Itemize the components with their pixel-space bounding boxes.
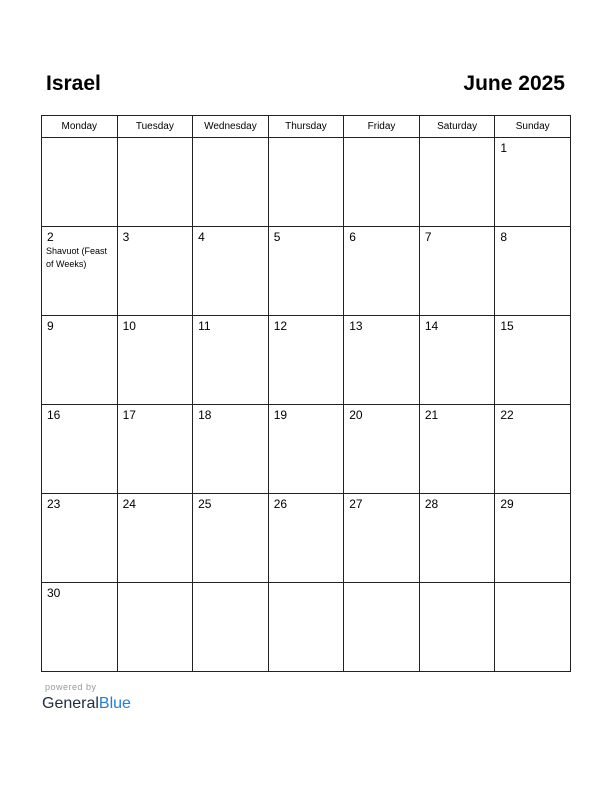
day-cell	[193, 494, 269, 583]
day-cell	[193, 316, 269, 405]
day-number: 22	[500, 408, 514, 422]
day-cell	[419, 494, 495, 583]
weekday-header: Friday	[344, 116, 420, 138]
weekday-header: Tuesday	[117, 116, 193, 138]
calendar-grid	[41, 115, 571, 672]
day-cell	[495, 138, 571, 227]
day-cell	[42, 227, 118, 316]
day-cell	[419, 583, 495, 672]
week-row	[42, 494, 571, 583]
day-cell	[344, 494, 420, 583]
day-number: 18	[198, 408, 212, 422]
day-cell	[419, 138, 495, 227]
weekday-header: Saturday	[419, 116, 495, 138]
day-number: 3	[122, 230, 130, 244]
day-number: 1	[500, 141, 508, 155]
day-number: 26	[273, 497, 288, 511]
day-number: 20	[349, 408, 363, 422]
day-number: 23	[47, 497, 61, 511]
day-number: 11	[198, 319, 211, 333]
week-row	[42, 227, 571, 316]
week-row	[42, 405, 571, 494]
day-cell	[42, 316, 118, 405]
day-cell	[495, 494, 571, 583]
day-number: 21	[424, 408, 439, 422]
day-cell	[42, 494, 118, 583]
day-cell	[117, 316, 193, 405]
day-number: 28	[424, 497, 439, 511]
day-number: 2	[47, 230, 54, 244]
day-cell	[268, 583, 344, 672]
day-number: 10	[122, 319, 136, 333]
day-number: 5	[273, 230, 281, 244]
month-title: June 2025	[463, 72, 565, 95]
day-cell	[419, 405, 495, 494]
day-cell	[193, 227, 269, 316]
day-cell	[344, 405, 420, 494]
country-title: Israel	[46, 72, 101, 95]
day-number: 25	[198, 497, 212, 511]
day-cell	[42, 583, 118, 672]
day-cell	[344, 138, 420, 227]
day-number: 12	[273, 319, 288, 333]
weekday-header: Monday	[42, 116, 118, 138]
day-cell	[495, 316, 571, 405]
day-cell	[344, 583, 420, 672]
weekday-header: Wednesday	[193, 116, 269, 138]
brand-logo[interactable]	[42, 694, 131, 714]
day-number: 17	[122, 408, 136, 422]
day-cell	[117, 405, 193, 494]
day-number: 19	[273, 408, 288, 422]
day-cell	[268, 316, 344, 405]
day-number: 7	[424, 230, 432, 244]
week-row	[42, 316, 571, 405]
day-number: 16	[47, 408, 61, 422]
weekday-header: Thursday	[268, 116, 344, 138]
day-cell	[268, 227, 344, 316]
brand-general-text: General	[42, 695, 99, 712]
day-cell	[42, 138, 118, 227]
day-cell	[117, 138, 193, 227]
day-number: 13	[349, 319, 363, 333]
day-cell	[344, 316, 420, 405]
day-cell	[419, 227, 495, 316]
day-number: 8	[500, 230, 508, 244]
day-cell	[495, 405, 571, 494]
day-cell	[117, 494, 193, 583]
day-cell	[193, 405, 269, 494]
weekday-header: Sunday	[495, 116, 571, 138]
day-cell	[193, 583, 269, 672]
day-number: 9	[47, 319, 54, 333]
day-cell	[268, 405, 344, 494]
day-cell	[42, 405, 118, 494]
day-number: 4	[198, 230, 205, 244]
day-cell	[117, 227, 193, 316]
day-number: 6	[349, 230, 356, 244]
day-cell	[268, 138, 344, 227]
brand-blue-text: Blue	[98, 695, 131, 712]
day-cell	[419, 316, 495, 405]
day-cell	[495, 583, 571, 672]
day-number: 30	[47, 586, 61, 600]
day-cell	[117, 583, 193, 672]
holiday-label: Shavuot (Feast of Weeks)	[46, 246, 108, 269]
day-cell	[344, 227, 420, 316]
week-row	[42, 138, 571, 227]
day-number: 15	[500, 319, 514, 333]
day-number: 14	[424, 319, 439, 333]
day-number: 29	[500, 497, 514, 511]
day-cell	[193, 138, 269, 227]
powered-by-label: powered by	[45, 682, 97, 692]
day-cell	[268, 494, 344, 583]
day-number: 24	[122, 497, 136, 511]
week-row	[42, 583, 571, 672]
day-number: 27	[349, 497, 363, 511]
weekday-header-row	[42, 116, 571, 138]
day-cell	[495, 227, 571, 316]
